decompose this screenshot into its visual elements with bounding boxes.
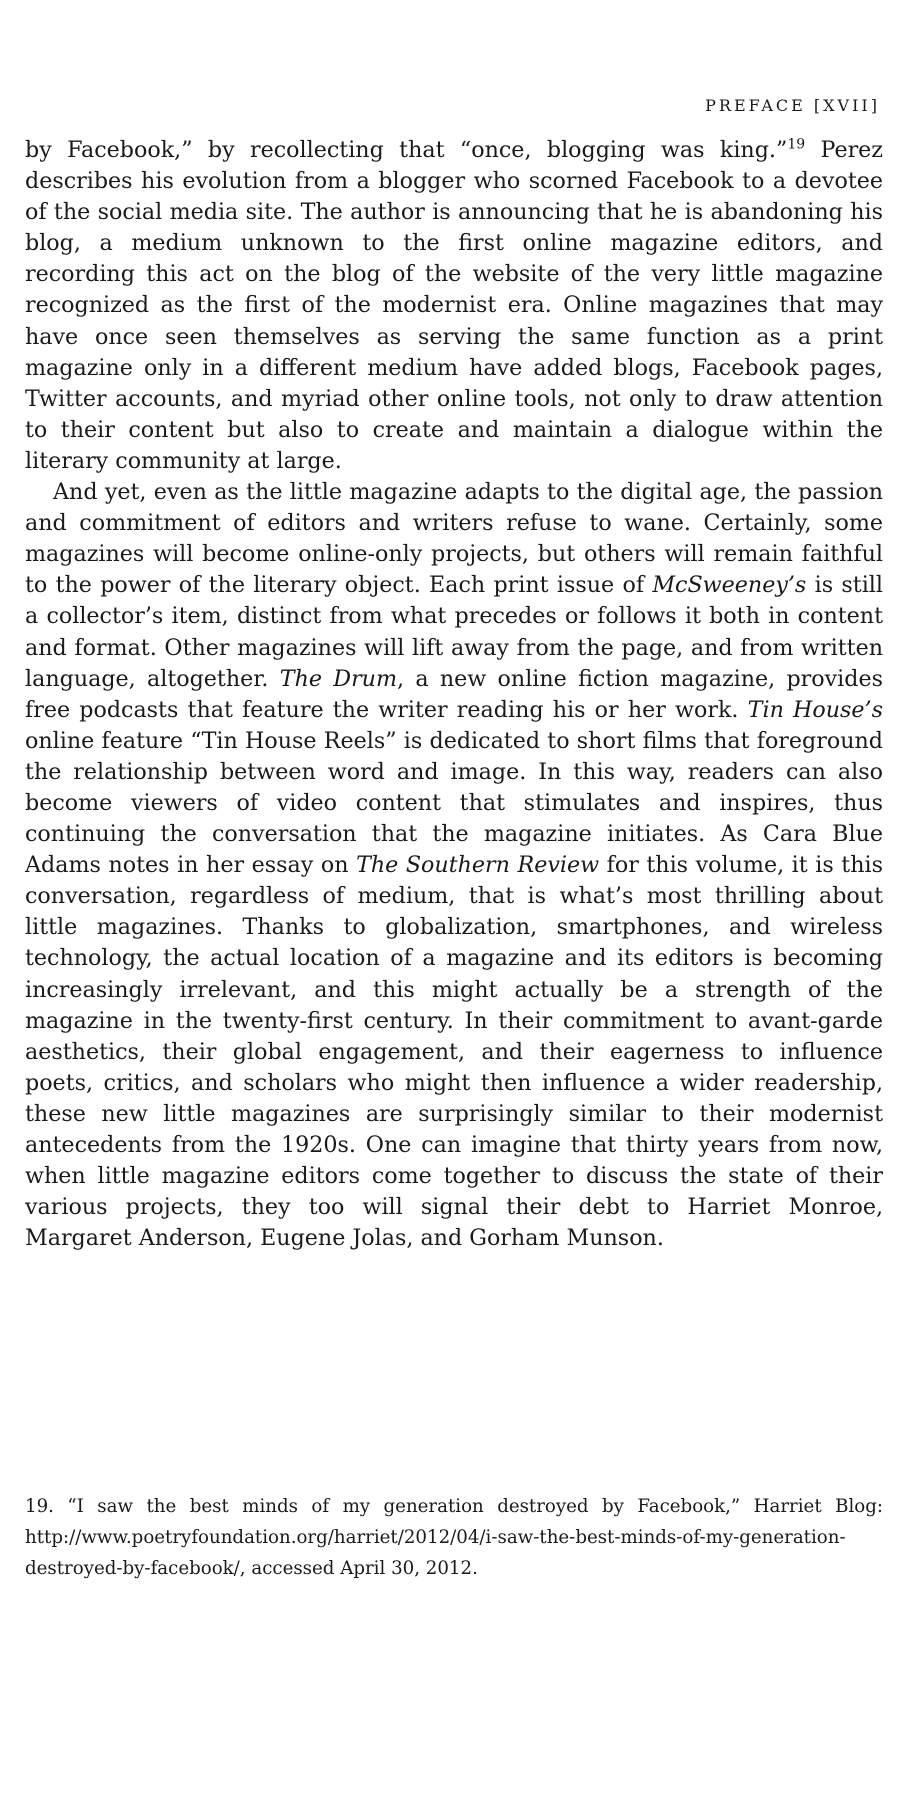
running-header-label: PREFACE — [705, 96, 806, 115]
paragraph-2-text-5: for this volume, it is this conversation, regardless of medium, that is what’s most thrilling about little magazines. Thanks to globalization, smartphones, and wireless technology, the actual location of a magazine and its editors is becoming increasingly irrelevant, and this might actually be a strength of the magazine in the twenty-first century. In their commitment to avant-garde aesthetics, their global engagement, and their eagerness to influence poets, critics, and scholars who might then influence a wider readership, these new little magazines are surprisingly similar to their modernist antecedents from the 1920s. One can imagine that thirty years from now, when little magazine editors come together to discuss the state of their various projects, they too will signal their debt to Harriet Monroe, Margaret Anderson, Eugene Jolas, and Gorham Munson. — [25, 852, 883, 1252]
paragraph-1-text-a: by Facebook,” by recollecting that “once, blogging was king.” — [25, 137, 788, 163]
italic-title-tin-house: Tin House’s — [747, 696, 883, 723]
paragraph-1 — [25, 135, 883, 477]
paragraph-2-text-1: And yet, even as the little magazine adapts to the digital age, the passion and commitment of editors and writers refuse to wane. Certainly, some magazines will become online-only projects, but others will remain faithful to the power of the literary object. Each print issue of — [25, 479, 883, 599]
paragraph-1-text-b: Perez describes his evolution from a blogger who scorned Facebook to a devotee of the social media site. The author is announcing that he is abandoning his blog, a medium unknown to the first online magazine editors, and recording this act on the blog of the website of the very little magazine recognized as the first of the modernist era. Online magazines that may have once seen themselves as serving the same function as a print magazine only in a different medium have added blogs, Facebook pages, Twitter accounts, and myriad other online tools, not only to draw attention to their content but also to create and maintain a dialogue within the literary community at large. — [25, 137, 884, 474]
paragraph-2-text-2: is still a collector’s item, distinct from what precedes or follows it both in content and format. Other magazines will lift away from the page, and from written language, altogether. — [25, 572, 883, 692]
italic-title-mcsweeneys: McSweeney’s — [652, 572, 807, 599]
body-text — [25, 135, 883, 1254]
italic-title-the-drum: The Drum — [279, 665, 398, 692]
footnote-reference: 19 — [787, 136, 806, 153]
paragraph-2-text-4: online feature “Tin House Reels” is dedicated to short films that foreground the relationship between word and image. In this way, readers can also become viewers of video content that stimulates and inspires, thus continuing the conversation that the magazine initiates. As Cara Blue Adams notes in her essay on — [25, 727, 883, 879]
running-header — [705, 96, 880, 115]
footnote: 19. “I saw the best minds of my generation destroyed by Facebook,” Harriet Blog: http://www.poetryfoundation.org/harriet/2012/04/i-saw-the-best-minds-of-my-generation-destroyed-by-facebook/, accessed April 30, 2012. — [25, 1496, 883, 1579]
paragraph-2-text-3: , a new online fiction magazine, provides free podcasts that feature the writer reading his or her work. — [25, 665, 883, 723]
page-number: [XVII] — [813, 96, 880, 115]
paragraph-2 — [25, 477, 883, 1254]
italic-title-southern-review: The Southern Review — [356, 852, 600, 879]
